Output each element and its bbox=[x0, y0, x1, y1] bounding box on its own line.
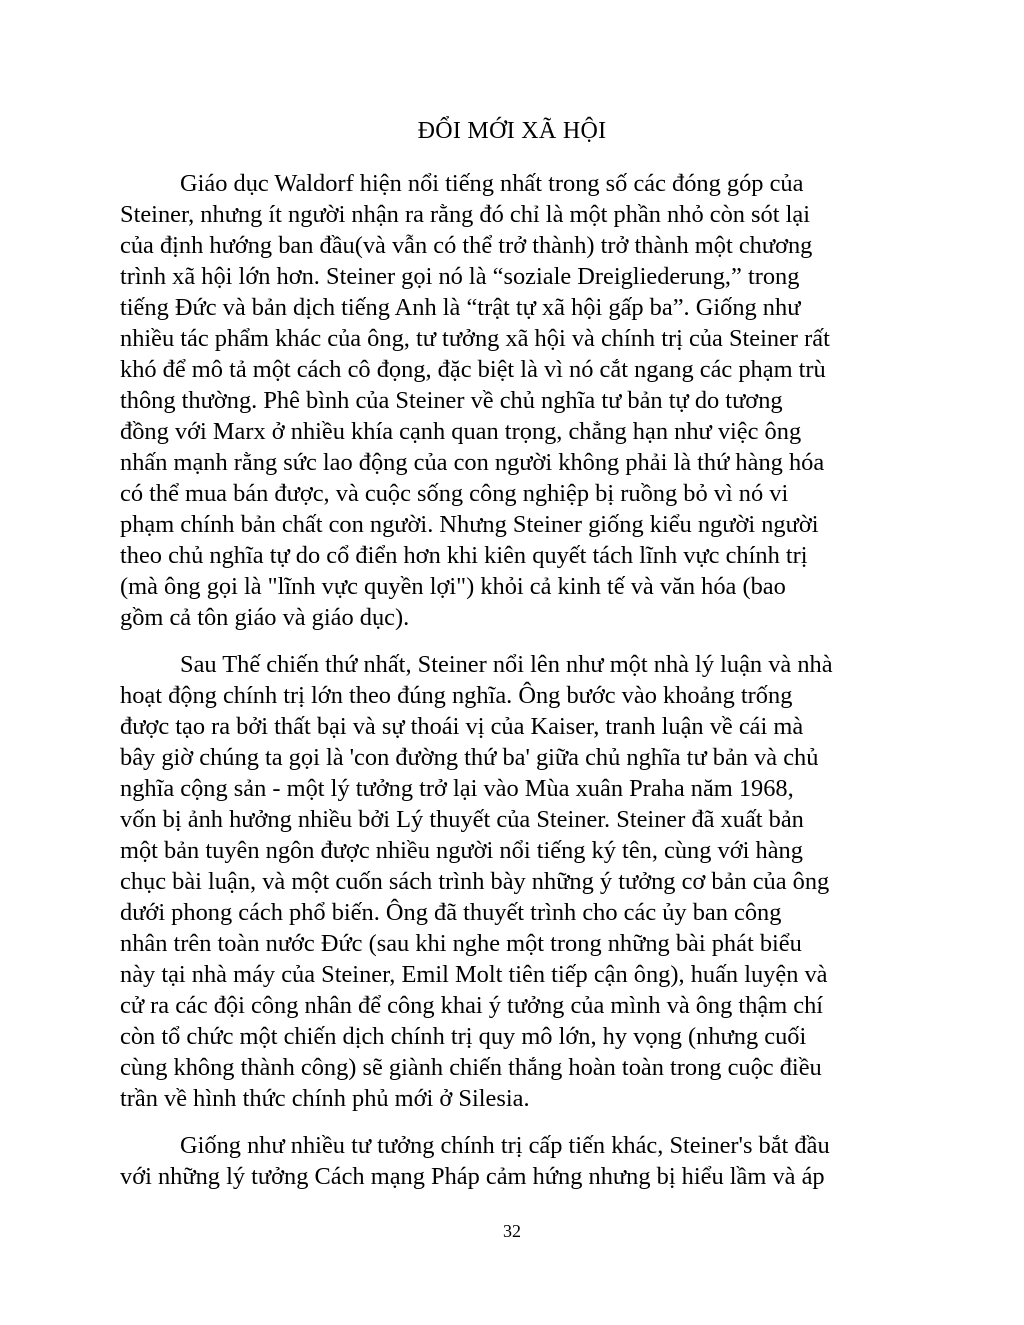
body-text bbox=[120, 168, 906, 1192]
text-line: tiếng Đức và bản dịch tiếng Anh là “trật tự xã hội gấp ba”. Giống như bbox=[120, 294, 801, 321]
page-number: 32 bbox=[503, 1221, 521, 1241]
text-line: chục bài luận, và một cuốn sách trình bày những ý tưởng cơ bản của ông bbox=[120, 868, 830, 895]
paragraph-1 bbox=[120, 168, 906, 633]
text-line: có thể mua bán được, và cuộc sống công nghiệp bị ruồng bỏ vì nó vi bbox=[120, 480, 789, 507]
text-line: đồng với Marx ở nhiều khía cạnh quan trọng, chẳng hạn như việc ông bbox=[120, 418, 802, 445]
text-line: phạm chính bản chất con người. Nhưng Steiner giống kiểu người người bbox=[120, 511, 819, 538]
text-line: hoạt động chính trị lớn theo đúng nghĩa. Ông bước vào khoảng trống bbox=[120, 682, 793, 709]
text-line: bây giờ chúng ta gọi là 'con đường thứ ba' giữa chủ nghĩa tư bản và chủ bbox=[120, 744, 819, 771]
text-line: khó để mô tả một cách cô đọng, đặc biệt là vì nó cắt ngang các phạm trù bbox=[120, 356, 826, 383]
text-line: nhiều tác phẩm khác của ông, tư tưởng xã hội và chính trị của Steiner rất bbox=[120, 325, 830, 352]
text-line: cử ra các đội công nhân để công khai ý tưởng của mình và ông thậm chí bbox=[120, 992, 824, 1019]
text-line: Sau Thế chiến thứ nhất, Steiner nổi lên như một nhà lý luận và nhà bbox=[180, 651, 833, 678]
text-line: Giống như nhiều tư tưởng chính trị cấp tiến khác, Steiner's bắt đầu bbox=[180, 1132, 830, 1159]
text-line: trần về hình thức chính phủ mới ở Silesia. bbox=[120, 1085, 530, 1112]
text-line: (mà ông gọi là "lĩnh vực quyền lợi") khỏi cả kinh tế và văn hóa (bao bbox=[120, 573, 786, 600]
text-line: nhấn mạnh rằng sức lao động của con người không phải là thứ hàng hóa bbox=[120, 449, 825, 476]
text-line: dưới phong cách phổ biến. Ông đã thuyết trình cho các ủy ban công bbox=[120, 899, 782, 926]
paragraph-3 bbox=[120, 1130, 906, 1192]
text-line: một bản tuyên ngôn được nhiều người nổi tiếng ký tên, cùng với hàng bbox=[120, 837, 803, 864]
text-line: theo chủ nghĩa tự do cổ điển hơn khi kiên quyết tách lĩnh vực chính trị bbox=[120, 542, 808, 569]
text-line: Giáo dục Waldorf hiện nổi tiếng nhất trong số các đóng góp của bbox=[180, 170, 804, 197]
page-title: ĐỔI MỚI XÃ HỘI bbox=[417, 118, 607, 144]
text-line: được tạo ra bởi thất bại và sự thoái vị của Kaiser, tranh luận về cái mà bbox=[120, 713, 804, 740]
text-line: thông thường. Phê bình của Steiner về chủ nghĩa tư bản tự do tương bbox=[120, 387, 783, 414]
text-line: nhân trên toàn nước Đức (sau khi nghe một trong những bài phát biểu bbox=[120, 930, 802, 957]
text-line: vốn bị ảnh hưởng nhiều bởi Lý thuyết của Steiner. Steiner đã xuất bản bbox=[120, 806, 804, 833]
text-line: này tại nhà máy của Steiner, Emil Molt tiên tiếp cận ông), huấn luyện và bbox=[120, 961, 828, 988]
text-line: cùng không thành công) sẽ giành chiến thắng hoàn toàn trong cuộc điều bbox=[120, 1054, 822, 1081]
text-line: nghĩa cộng sản - một lý tưởng trở lại vào Mùa xuân Praha năm 1968, bbox=[120, 775, 794, 802]
text-line: gồm cả tôn giáo và giáo dục). bbox=[120, 604, 410, 631]
text-line: của định hướng ban đầu(và vẫn có thể trở thành) trở thành một chương bbox=[120, 232, 813, 259]
paragraph-2 bbox=[120, 649, 906, 1114]
text-line: còn tổ chức một chiến dịch chính trị quy mô lớn, hy vọng (nhưng cuối bbox=[120, 1023, 807, 1050]
text-line: Steiner, nhưng ít người nhận ra rằng đó chỉ là một phần nhỏ còn sót lại bbox=[120, 201, 810, 228]
text-line: trình xã hội lớn hơn. Steiner gọi nó là “soziale Dreigliederung,” trong bbox=[120, 263, 800, 290]
text-line: với những lý tưởng Cách mạng Pháp cảm hứng nhưng bị hiểu lầm và áp bbox=[120, 1163, 825, 1190]
